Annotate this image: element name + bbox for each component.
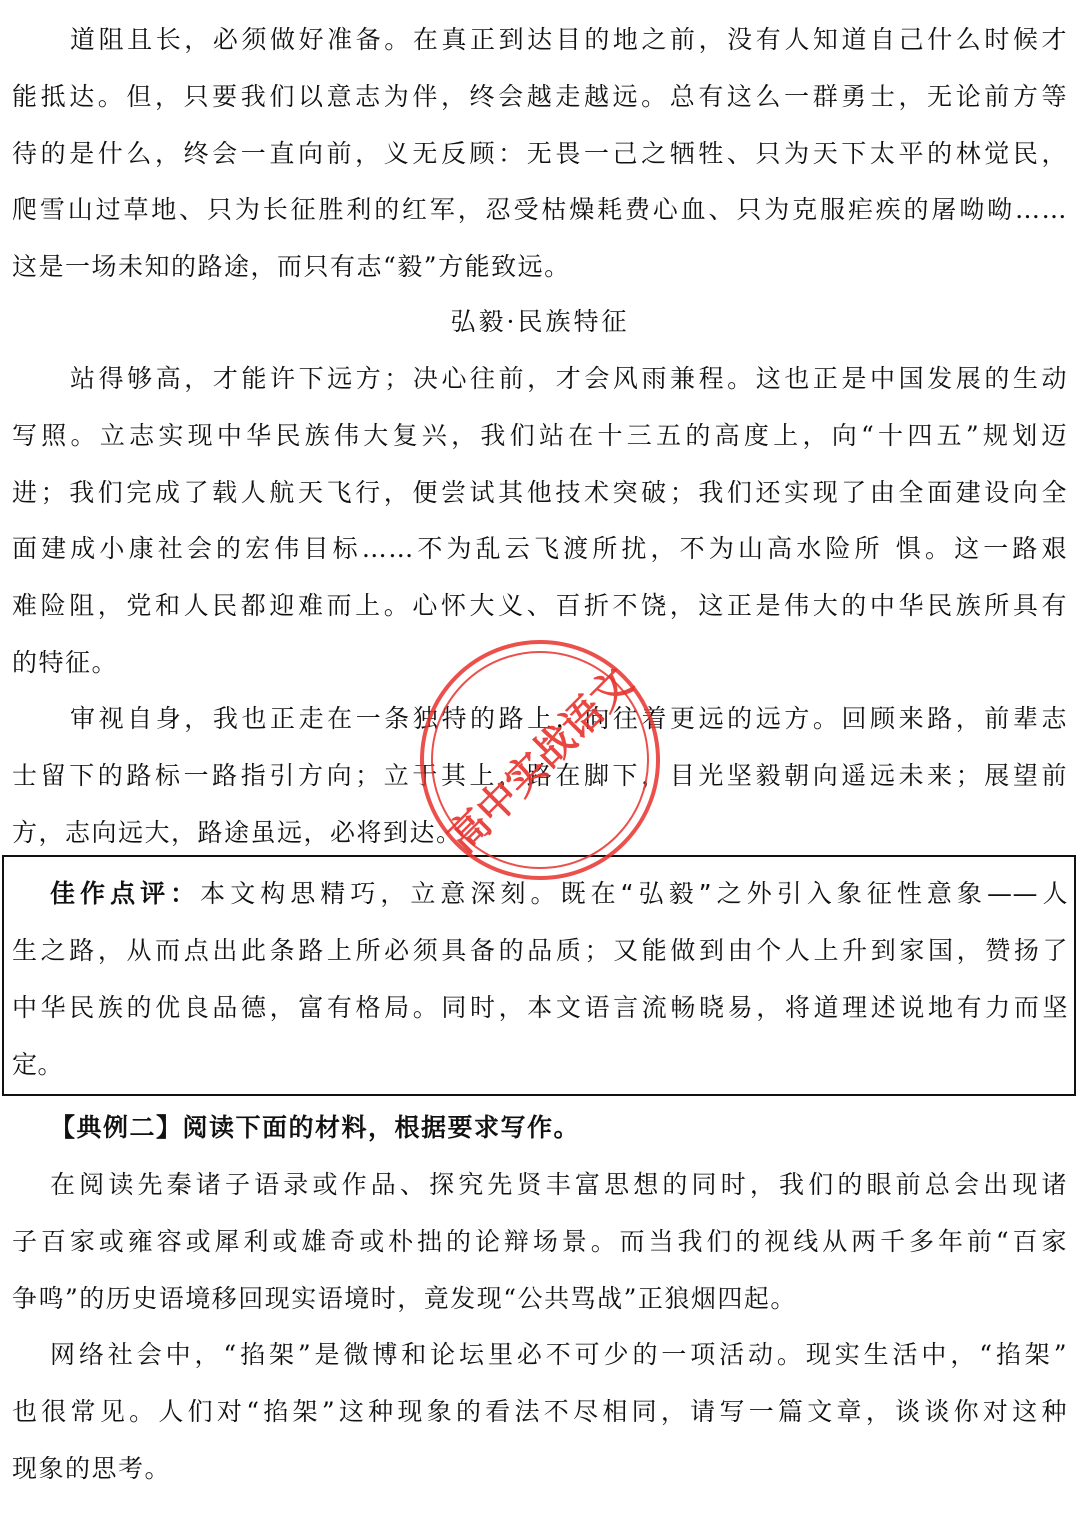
essay-p3-line-3: 方，志向远大，路途虽远，必将到达。 <box>12 818 463 847</box>
essay-p2-line-2: 写照。立志实现中华民族伟大复兴，我们站在十三五的高度上，向“十四五”规划迈 <box>12 421 1068 450</box>
essay-p2-line-3: 进；我们完成了载人航天飞行，便尝试其他技术突破；我们还实现了由全面建设向全 <box>12 478 1068 507</box>
essay-p2-line-5: 难险阻，党和人民都迎难而上。心怀大义、百折不饶，这正是伟大的中华民族所具有 <box>12 591 1068 620</box>
essay-subheading: 弘毅·民族特征 <box>450 307 630 336</box>
example2-heading: 【典例二】阅读下面的材料，根据要求写作。 <box>50 1113 581 1142</box>
example2-p2-line-2: 也很常见。人们对“掐架”这种现象的看法不尽相同，请写一篇文章，谈谈你对这种 <box>12 1397 1068 1426</box>
example2-p1-line-3: 争鸣”的历史语境移回现实语境时，竟发现“公共骂战”正狼烟四起。 <box>12 1284 797 1313</box>
essay-p1-line-2: 能抵达。但，只要我们以意志为伴，终会越走越远。总有这么一群勇士，无论前方等 <box>12 82 1068 111</box>
example2-p2-line-3: 现象的思考。 <box>12 1454 172 1483</box>
review-line-1-text: 本文构思精巧，立意深刻。既在“弘毅”之外引入象征性意象——人 <box>200 879 1068 908</box>
essay-p2-line-1: 站得够高，才能许下远方；决心往前，才会风雨兼程。这也正是中国发展的生动 <box>70 364 1068 393</box>
essay-p3-line-2: 士留下的路标一路指引方向；立于其上，路在脚下，目光坚毅朝向遥远未来；展望前 <box>12 761 1068 790</box>
example2-p1-line-1: 在阅读先秦诸子语录或作品、探究先贤丰富思想的同时，我们的眼前总会出现诸 <box>50 1170 1068 1199</box>
essay-p1-line-5: 这是一场未知的路途，而只有志“毅”方能致远。 <box>12 252 571 281</box>
example2-p1-line-2: 子百家或雍容或犀利或雄奇或朴拙的论辩场景。而当我们的视线从两千多年前“百家 <box>12 1227 1068 1256</box>
watermark-text: 高中实战语文 <box>439 659 642 862</box>
essay-p1-line-1: 道阻且长，必须做好准备。在真正到达目的地之前，没有人知道自己什么时候才 <box>70 25 1068 54</box>
essay-p2-line-4: 面建成小康社会的宏伟目标……不为乱云飞渡所扰，不为山高水险所 惧。这一路艰 <box>12 534 1068 563</box>
essay-p1-line-3: 待的是什么，终会一直向前，义无反顾：无畏一己之牺牲、只为天下太平的林觉民， <box>12 139 1068 168</box>
review-line-3: 中华民族的优良品德，富有格局。同时，本文语言流畅晓易，将道理述说地有力而坚 <box>12 993 1068 1022</box>
essay-p3-line-1: 审视自身，我也正走在一条独特的路上，向往着更远的远方。回顾来路，前辈志 <box>70 704 1068 733</box>
review-label: 佳作点评： <box>50 879 201 908</box>
review-line-4: 定。 <box>12 1050 64 1079</box>
example2-p2-line-1: 网络社会中，“掐架”是微博和论坛里必不可少的一项活动。现实生活中，“掐架” <box>50 1340 1068 1369</box>
review-line-2: 生之路，从而点出此条路上所必须具备的品质；又能做到由个人上升到家国，赞扬了 <box>12 936 1068 965</box>
essay-p1-line-4: 爬雪山过草地、只为长征胜利的红军，忍受枯燥耗费心血、只为克服疟疾的屠呦呦…… <box>12 195 1068 224</box>
essay-p2-line-6: 的特征。 <box>12 648 119 677</box>
review-line-1 <box>12 876 1068 912</box>
